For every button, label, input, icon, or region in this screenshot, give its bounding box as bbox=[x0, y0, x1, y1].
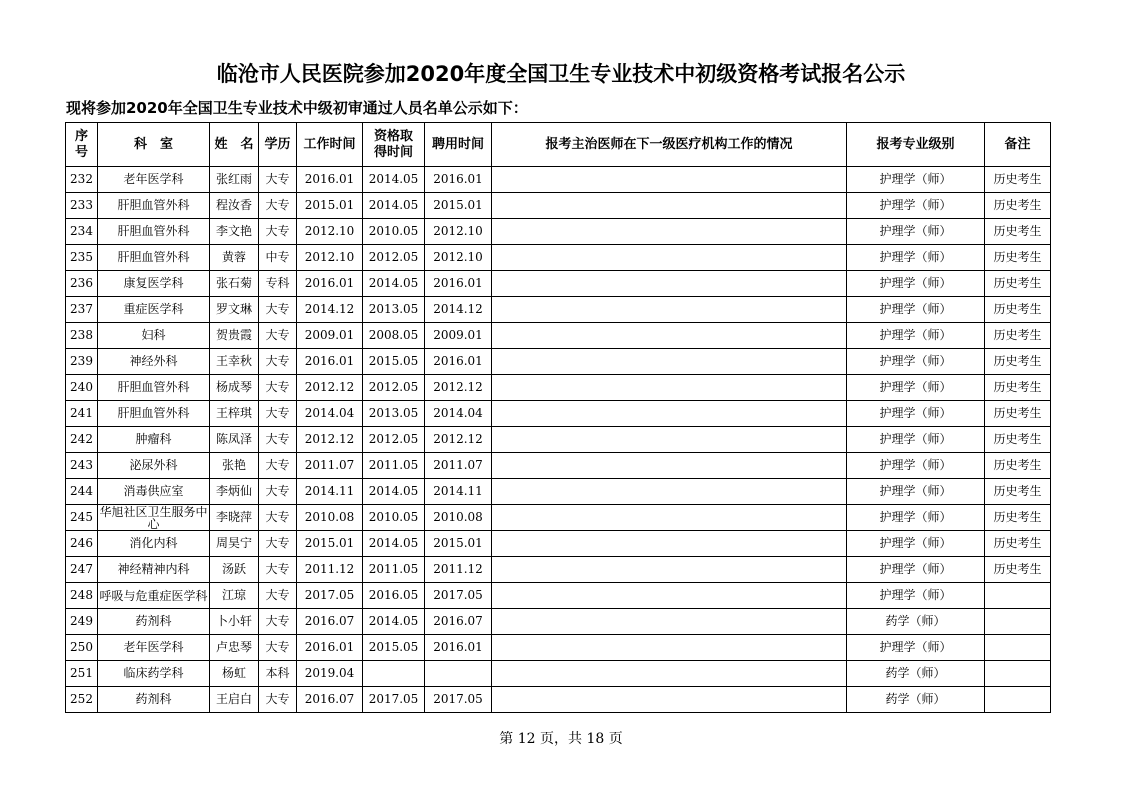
cell-no: 236 bbox=[66, 271, 98, 297]
table-row bbox=[66, 349, 1051, 375]
cell-no: 240 bbox=[66, 375, 98, 401]
table-row bbox=[66, 193, 1051, 219]
cell-qual-time: 2010.05 bbox=[363, 505, 425, 531]
cell-edu: 大专 bbox=[259, 323, 297, 349]
cell-lower-institution bbox=[492, 401, 847, 427]
cell-name: 卢忠琴 bbox=[210, 635, 259, 661]
cell-qual-time: 2017.05 bbox=[363, 687, 425, 713]
cell-dept: 老年医学科 bbox=[98, 635, 210, 661]
table-row bbox=[66, 219, 1051, 245]
cell-qual-time: 2015.05 bbox=[363, 349, 425, 375]
cell-lower-institution bbox=[492, 297, 847, 323]
cell-qual-time: 2014.05 bbox=[363, 167, 425, 193]
cell-lower-institution bbox=[492, 609, 847, 635]
cell-edu: 大专 bbox=[259, 167, 297, 193]
cell-hire-time: 2009.01 bbox=[425, 323, 492, 349]
cell-dept: 康复医学科 bbox=[98, 271, 210, 297]
cell-no: 251 bbox=[66, 661, 98, 687]
cell-edu: 大专 bbox=[259, 375, 297, 401]
cell-note: 历史考生 bbox=[985, 505, 1051, 531]
cell-exam-level: 药学（师） bbox=[847, 687, 985, 713]
cell-hire-time: 2011.07 bbox=[425, 453, 492, 479]
cell-hire-time: 2014.12 bbox=[425, 297, 492, 323]
cell-name: 王梓琪 bbox=[210, 401, 259, 427]
cell-name: 王幸秋 bbox=[210, 349, 259, 375]
cell-note: 历史考生 bbox=[985, 219, 1051, 245]
cell-name: 张红雨 bbox=[210, 167, 259, 193]
cell-lower-institution bbox=[492, 271, 847, 297]
cell-dept: 神经外科 bbox=[98, 349, 210, 375]
cell-name: 江琼 bbox=[210, 583, 259, 609]
cell-dept: 消化内科 bbox=[98, 531, 210, 557]
cell-dept: 重症医学科 bbox=[98, 297, 210, 323]
cell-work-time: 2015.01 bbox=[297, 193, 363, 219]
cell-exam-level: 护理学（师） bbox=[847, 531, 985, 557]
cell-no: 234 bbox=[66, 219, 98, 245]
cell-lower-institution bbox=[492, 245, 847, 271]
cell-exam-level: 护理学（师） bbox=[847, 505, 985, 531]
cell-hire-time: 2015.01 bbox=[425, 193, 492, 219]
cell-edu: 大专 bbox=[259, 687, 297, 713]
cell-no: 244 bbox=[66, 479, 98, 505]
cell-no: 232 bbox=[66, 167, 98, 193]
cell-note: 历史考生 bbox=[985, 401, 1051, 427]
table-row bbox=[66, 453, 1051, 479]
applicant-table bbox=[65, 122, 1051, 713]
cell-name: 杨成琴 bbox=[210, 375, 259, 401]
cell-work-time: 2014.04 bbox=[297, 401, 363, 427]
cell-hire-time: 2016.01 bbox=[425, 635, 492, 661]
table-row bbox=[66, 323, 1051, 349]
cell-lower-institution bbox=[492, 427, 847, 453]
cell-exam-level: 护理学（师） bbox=[847, 583, 985, 609]
table-row bbox=[66, 609, 1051, 635]
cell-exam-level: 护理学（师） bbox=[847, 635, 985, 661]
cell-name: 杨虹 bbox=[210, 661, 259, 687]
cell-name: 张石菊 bbox=[210, 271, 259, 297]
cell-note: 历史考生 bbox=[985, 245, 1051, 271]
cell-hire-time: 2017.05 bbox=[425, 583, 492, 609]
cell-dept: 肿瘤科 bbox=[98, 427, 210, 453]
cell-qual-time: 2012.05 bbox=[363, 245, 425, 271]
cell-edu: 大专 bbox=[259, 479, 297, 505]
page-subtitle: 现将参加2020年全国卫生专业技术中级初审通过人员名单公示如下： bbox=[66, 99, 528, 117]
cell-qual-time: 2014.05 bbox=[363, 479, 425, 505]
table-row bbox=[66, 557, 1051, 583]
cell-work-time: 2010.08 bbox=[297, 505, 363, 531]
header-name: 姓 名 bbox=[210, 123, 259, 167]
cell-work-time: 2016.01 bbox=[297, 635, 363, 661]
cell-hire-time: 2016.01 bbox=[425, 167, 492, 193]
cell-name: 汤跃 bbox=[210, 557, 259, 583]
cell-name: 周昊宁 bbox=[210, 531, 259, 557]
cell-exam-level: 护理学（师） bbox=[847, 323, 985, 349]
cell-lower-institution bbox=[492, 635, 847, 661]
cell-edu: 大专 bbox=[259, 219, 297, 245]
cell-note: 历史考生 bbox=[985, 531, 1051, 557]
cell-note bbox=[985, 635, 1051, 661]
cell-qual-time: 2014.05 bbox=[363, 609, 425, 635]
cell-dept: 华旭社区卫生服务中心 bbox=[99, 504, 208, 531]
cell-lower-institution bbox=[492, 323, 847, 349]
table-row bbox=[66, 167, 1051, 193]
cell-work-time: 2016.07 bbox=[297, 609, 363, 635]
cell-note: 历史考生 bbox=[985, 323, 1051, 349]
cell-edu: 大专 bbox=[259, 609, 297, 635]
table-row bbox=[66, 297, 1051, 323]
cell-dept: 肝胆血管外科 bbox=[98, 375, 210, 401]
cell-qual-time: 2014.05 bbox=[363, 193, 425, 219]
cell-no: 247 bbox=[66, 557, 98, 583]
table-row bbox=[66, 427, 1051, 453]
cell-lower-institution bbox=[492, 687, 847, 713]
cell-lower-institution bbox=[492, 375, 847, 401]
cell-exam-level: 护理学（师） bbox=[847, 349, 985, 375]
header-exam-level: 报考专业级别 bbox=[847, 123, 985, 167]
cell-work-time: 2014.11 bbox=[297, 479, 363, 505]
header-note: 备注 bbox=[985, 123, 1051, 167]
cell-exam-level: 护理学（师） bbox=[847, 557, 985, 583]
cell-no: 235 bbox=[66, 245, 98, 271]
cell-note: 历史考生 bbox=[985, 297, 1051, 323]
cell-hire-time: 2015.01 bbox=[425, 531, 492, 557]
cell-work-time: 2015.01 bbox=[297, 531, 363, 557]
cell-note: 历史考生 bbox=[985, 349, 1051, 375]
cell-qual-time: 2011.05 bbox=[363, 453, 425, 479]
cell-hire-time: 2012.12 bbox=[425, 427, 492, 453]
cell-name: 陈凤泽 bbox=[210, 427, 259, 453]
table-row bbox=[66, 661, 1051, 687]
table-row bbox=[66, 505, 1051, 531]
cell-no: 238 bbox=[66, 323, 98, 349]
cell-note bbox=[985, 609, 1051, 635]
cell-exam-level: 药学（师） bbox=[847, 661, 985, 687]
cell-dept: 肝胆血管外科 bbox=[98, 219, 210, 245]
cell-hire-time: 2014.04 bbox=[425, 401, 492, 427]
cell-name: 卜小轩 bbox=[210, 609, 259, 635]
cell-no: 245 bbox=[66, 505, 98, 531]
cell-lower-institution bbox=[492, 479, 847, 505]
cell-qual-time: 2015.05 bbox=[363, 635, 425, 661]
cell-edu: 大专 bbox=[259, 635, 297, 661]
cell-work-time: 2011.07 bbox=[297, 453, 363, 479]
cell-exam-level: 护理学（师） bbox=[847, 479, 985, 505]
cell-no: 248 bbox=[66, 583, 98, 609]
cell-hire-time: 2012.10 bbox=[425, 219, 492, 245]
cell-name: 李晓萍 bbox=[210, 505, 259, 531]
cell-edu: 专科 bbox=[259, 271, 297, 297]
table-row bbox=[66, 687, 1051, 713]
cell-exam-level: 护理学（师） bbox=[847, 271, 985, 297]
cell-edu: 大专 bbox=[259, 583, 297, 609]
cell-exam-level: 护理学（师） bbox=[847, 453, 985, 479]
cell-edu: 大专 bbox=[259, 531, 297, 557]
cell-lower-institution bbox=[492, 193, 847, 219]
cell-no: 242 bbox=[66, 427, 98, 453]
cell-dept: 肝胆血管外科 bbox=[98, 193, 210, 219]
cell-work-time: 2016.07 bbox=[297, 687, 363, 713]
cell-edu: 大专 bbox=[259, 427, 297, 453]
cell-work-time: 2011.12 bbox=[297, 557, 363, 583]
cell-no: 241 bbox=[66, 401, 98, 427]
header-lower-institution: 报考主治医师在下一级医疗机构工作的情况 bbox=[492, 123, 847, 167]
cell-name: 张艳 bbox=[210, 453, 259, 479]
cell-work-time: 2012.12 bbox=[297, 375, 363, 401]
cell-hire-time bbox=[425, 661, 492, 687]
cell-no: 246 bbox=[66, 531, 98, 557]
cell-lower-institution bbox=[492, 531, 847, 557]
cell-hire-time: 2016.01 bbox=[425, 271, 492, 297]
table-row bbox=[66, 635, 1051, 661]
table-row bbox=[66, 531, 1051, 557]
cell-qual-time: 2014.05 bbox=[363, 531, 425, 557]
cell-exam-level: 护理学（师） bbox=[847, 167, 985, 193]
cell-hire-time: 2011.12 bbox=[425, 557, 492, 583]
cell-dept: 呼吸与危重症医学科 bbox=[98, 583, 210, 609]
cell-exam-level: 护理学（师） bbox=[847, 193, 985, 219]
cell-edu: 大专 bbox=[259, 557, 297, 583]
cell-note: 历史考生 bbox=[985, 167, 1051, 193]
cell-no: 239 bbox=[66, 349, 98, 375]
cell-note bbox=[985, 583, 1051, 609]
cell-edu: 大专 bbox=[259, 349, 297, 375]
cell-edu: 大专 bbox=[259, 401, 297, 427]
header-dept: 科 室 bbox=[98, 123, 210, 167]
cell-name: 贺贵霞 bbox=[210, 323, 259, 349]
table-row bbox=[66, 479, 1051, 505]
cell-note: 历史考生 bbox=[985, 479, 1051, 505]
cell-edu: 大专 bbox=[259, 297, 297, 323]
header-edu: 学历 bbox=[259, 123, 297, 167]
cell-hire-time: 2012.12 bbox=[425, 375, 492, 401]
cell-no: 233 bbox=[66, 193, 98, 219]
cell-qual-time: 2008.05 bbox=[363, 323, 425, 349]
table-header-row bbox=[66, 123, 1051, 167]
cell-qual-time: 2012.05 bbox=[363, 375, 425, 401]
cell-exam-level: 护理学（师） bbox=[847, 297, 985, 323]
cell-work-time: 2009.01 bbox=[297, 323, 363, 349]
cell-hire-time: 2012.10 bbox=[425, 245, 492, 271]
cell-hire-time: 2014.11 bbox=[425, 479, 492, 505]
cell-edu: 中专 bbox=[259, 245, 297, 271]
cell-no: 243 bbox=[66, 453, 98, 479]
cell-edu: 大专 bbox=[259, 453, 297, 479]
cell-work-time: 2014.12 bbox=[297, 297, 363, 323]
cell-no: 237 bbox=[66, 297, 98, 323]
cell-exam-level: 护理学（师） bbox=[847, 401, 985, 427]
cell-dept: 临床药学科 bbox=[98, 661, 210, 687]
cell-work-time: 2012.10 bbox=[297, 219, 363, 245]
cell-exam-level: 药学（师） bbox=[847, 609, 985, 635]
cell-note: 历史考生 bbox=[985, 427, 1051, 453]
cell-note bbox=[985, 687, 1051, 713]
cell-lower-institution bbox=[492, 167, 847, 193]
cell-dept: 妇科 bbox=[98, 323, 210, 349]
cell-qual-time: 2011.05 bbox=[363, 557, 425, 583]
cell-work-time: 2019.04 bbox=[297, 661, 363, 687]
cell-dept: 药剂科 bbox=[98, 609, 210, 635]
cell-work-time: 2016.01 bbox=[297, 271, 363, 297]
cell-lower-institution bbox=[492, 505, 847, 531]
cell-exam-level: 护理学（师） bbox=[847, 375, 985, 401]
cell-work-time: 2017.05 bbox=[297, 583, 363, 609]
cell-note: 历史考生 bbox=[985, 453, 1051, 479]
cell-hire-time: 2016.01 bbox=[425, 349, 492, 375]
cell-exam-level: 护理学（师） bbox=[847, 427, 985, 453]
table-row bbox=[66, 583, 1051, 609]
cell-name: 程汝香 bbox=[210, 193, 259, 219]
cell-note bbox=[985, 661, 1051, 687]
cell-lower-institution bbox=[492, 219, 847, 245]
cell-name: 李文艳 bbox=[210, 219, 259, 245]
cell-note: 历史考生 bbox=[985, 193, 1051, 219]
cell-dept: 消毒供应室 bbox=[98, 479, 210, 505]
table-row bbox=[66, 245, 1051, 271]
cell-name: 黄蓉 bbox=[210, 245, 259, 271]
cell-qual-time: 2014.05 bbox=[363, 271, 425, 297]
cell-lower-institution bbox=[492, 349, 847, 375]
cell-dept: 老年医学科 bbox=[98, 167, 210, 193]
table-row bbox=[66, 271, 1051, 297]
cell-work-time: 2016.01 bbox=[297, 167, 363, 193]
cell-work-time: 2012.12 bbox=[297, 427, 363, 453]
cell-work-time: 2012.10 bbox=[297, 245, 363, 271]
cell-hire-time: 2010.08 bbox=[425, 505, 492, 531]
cell-name: 李炳仙 bbox=[210, 479, 259, 505]
cell-lower-institution bbox=[492, 583, 847, 609]
cell-note: 历史考生 bbox=[985, 375, 1051, 401]
table-row bbox=[66, 401, 1051, 427]
cell-exam-level: 护理学（师） bbox=[847, 219, 985, 245]
cell-qual-time: 2013.05 bbox=[363, 401, 425, 427]
cell-lower-institution bbox=[492, 453, 847, 479]
cell-hire-time: 2017.05 bbox=[425, 687, 492, 713]
table-row bbox=[66, 375, 1051, 401]
header-qual-time: 资格取得时间 bbox=[363, 123, 425, 167]
cell-qual-time: 2012.05 bbox=[363, 427, 425, 453]
header-work-time: 工作时间 bbox=[297, 123, 363, 167]
cell-qual-time bbox=[363, 661, 425, 687]
cell-work-time: 2016.01 bbox=[297, 349, 363, 375]
cell-edu: 本科 bbox=[259, 661, 297, 687]
cell-lower-institution bbox=[492, 557, 847, 583]
cell-edu: 大专 bbox=[259, 505, 297, 531]
cell-qual-time: 2010.05 bbox=[363, 219, 425, 245]
cell-exam-level: 护理学（师） bbox=[847, 245, 985, 271]
header-no: 序号 bbox=[66, 123, 98, 167]
cell-qual-time: 2016.05 bbox=[363, 583, 425, 609]
cell-dept: 泌尿外科 bbox=[98, 453, 210, 479]
cell-no: 252 bbox=[66, 687, 98, 713]
cell-qual-time: 2013.05 bbox=[363, 297, 425, 323]
header-hire-time: 聘用时间 bbox=[425, 123, 492, 167]
cell-name: 罗文琳 bbox=[210, 297, 259, 323]
cell-hire-time: 2016.07 bbox=[425, 609, 492, 635]
cell-lower-institution bbox=[492, 661, 847, 687]
cell-note: 历史考生 bbox=[985, 557, 1051, 583]
cell-dept: 药剂科 bbox=[98, 687, 210, 713]
cell-dept: 神经精神内科 bbox=[98, 557, 210, 583]
page-footer: 第 12 页，共 18 页 bbox=[499, 731, 623, 747]
cell-name: 王启白 bbox=[210, 687, 259, 713]
cell-dept: 肝胆血管外科 bbox=[98, 401, 210, 427]
cell-no: 250 bbox=[66, 635, 98, 661]
page-title: 临沧市人民医院参加2020年度全国卫生专业技术中初级资格考试报名公示 bbox=[216, 62, 906, 86]
cell-dept: 肝胆血管外科 bbox=[98, 245, 210, 271]
table-body bbox=[66, 167, 1051, 713]
cell-edu: 大专 bbox=[259, 193, 297, 219]
cell-note: 历史考生 bbox=[985, 271, 1051, 297]
cell-no: 249 bbox=[66, 609, 98, 635]
